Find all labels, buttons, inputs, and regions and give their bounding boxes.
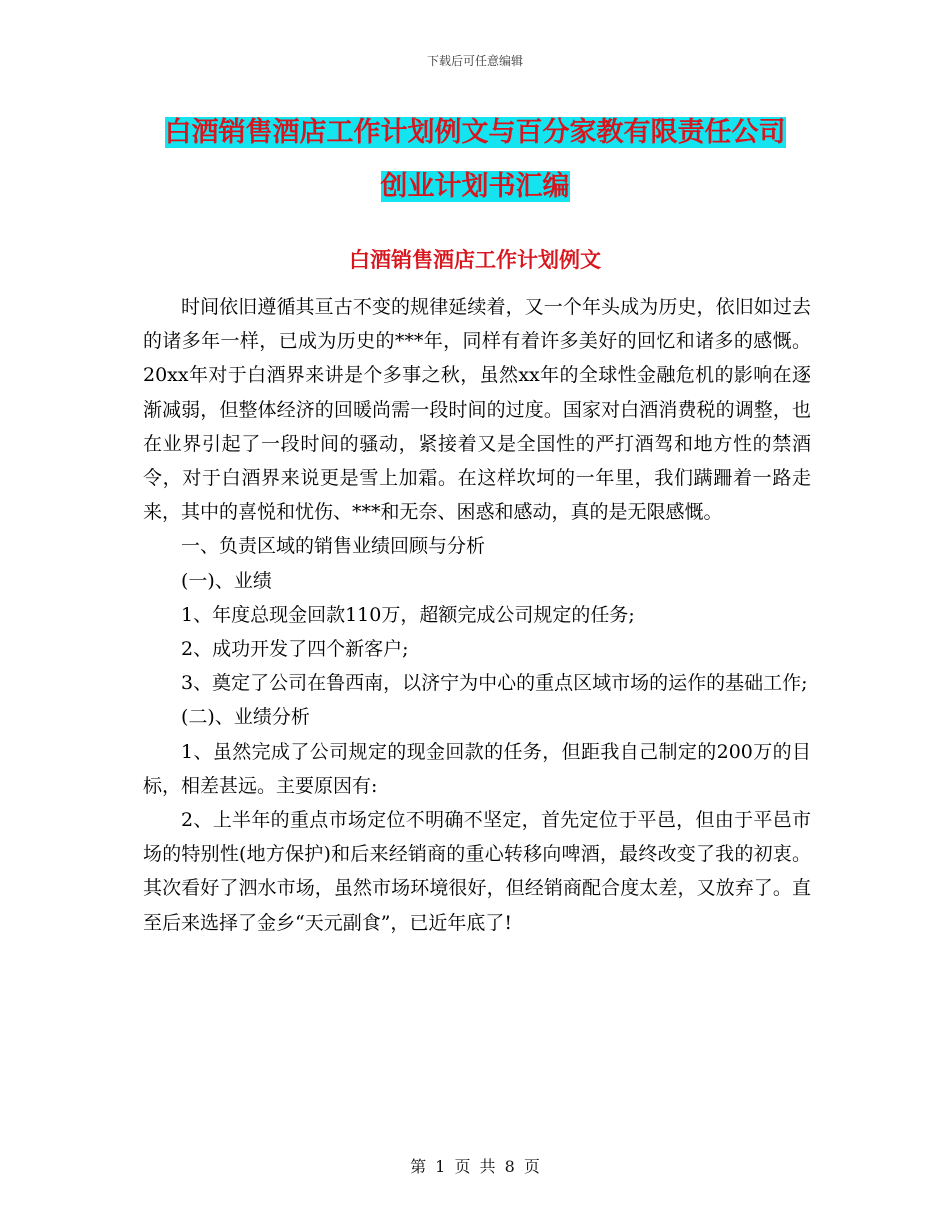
page-number: 第 1 页 共 8 页 xyxy=(410,1157,540,1176)
list-item-new-clients: 2、成功开发了四个新客户; xyxy=(181,638,409,661)
list-item-cash-return: 1、年度总现金回款110万，超额完成公司规定的任务; xyxy=(181,603,635,626)
document-title xyxy=(140,106,810,214)
heading-sales-review: 一、负责区域的销售业绩回顾与分析 xyxy=(181,535,486,558)
document-title-line-1: 白酒销售酒店工作计划例文与百分家教有限责任公司 xyxy=(164,117,786,148)
page-header-note: 下载后可任意编辑 xyxy=(426,54,523,68)
document-body xyxy=(143,290,811,940)
subheading-performance-analysis: (二)、业绩分析 xyxy=(181,706,310,729)
list-item-market-positioning: 2、上半年的重点市场定位不明确不坚定，首先定位于平邑，但由于平邑市场的特别性(地方保护)和后来经销商的重心转移向啤酒，最终改变了我的初衷。其次看好了泗水市场，虽然市场环境很好，但经销商配合度太差，又放弃了。直至后来选择了金乡“天元副食”，已近年底了! xyxy=(143,809,811,934)
section-title: 白酒销售酒店工作计划例文 xyxy=(349,248,601,272)
list-item-target-gap: 1、虽然完成了公司规定的现金回款的任务，但距我自己制定的200万的目标，相差甚远。主要原因有: xyxy=(143,740,811,797)
document-title-line-2: 创业计划书汇编 xyxy=(380,171,570,202)
paragraph-intro: 时间依旧遵循其亘古不变的规律延续着，又一个年头成为历史，依旧如过去的诸多年一样，已成为历史的***年，同样有着许多美好的回忆和诸多的感慨。20xx年对于白酒界来讲是个多事之秋，虽然xx年的全球性金融危机的影响在逐渐减弱，但整体经济的回暖尚需一段时间的过度。国家对白酒消费税的调整，也在业界引起了一段时间的骚动，紧接着又是全国性的严打酒驾和地方性的禁酒令，对于白酒界来说更是雪上加霜。在这样坎坷的一年里，我们蹒跚着一路走来，其中的喜悦和忧伤、***和无奈、困惑和感动，真的是无限感慨。 xyxy=(143,296,811,524)
list-item-foundation: 3、奠定了公司在鲁西南，以济宁为中心的重点区域市场的运作的基础工作; xyxy=(181,672,808,695)
subheading-performance: (一)、业绩 xyxy=(181,569,272,592)
